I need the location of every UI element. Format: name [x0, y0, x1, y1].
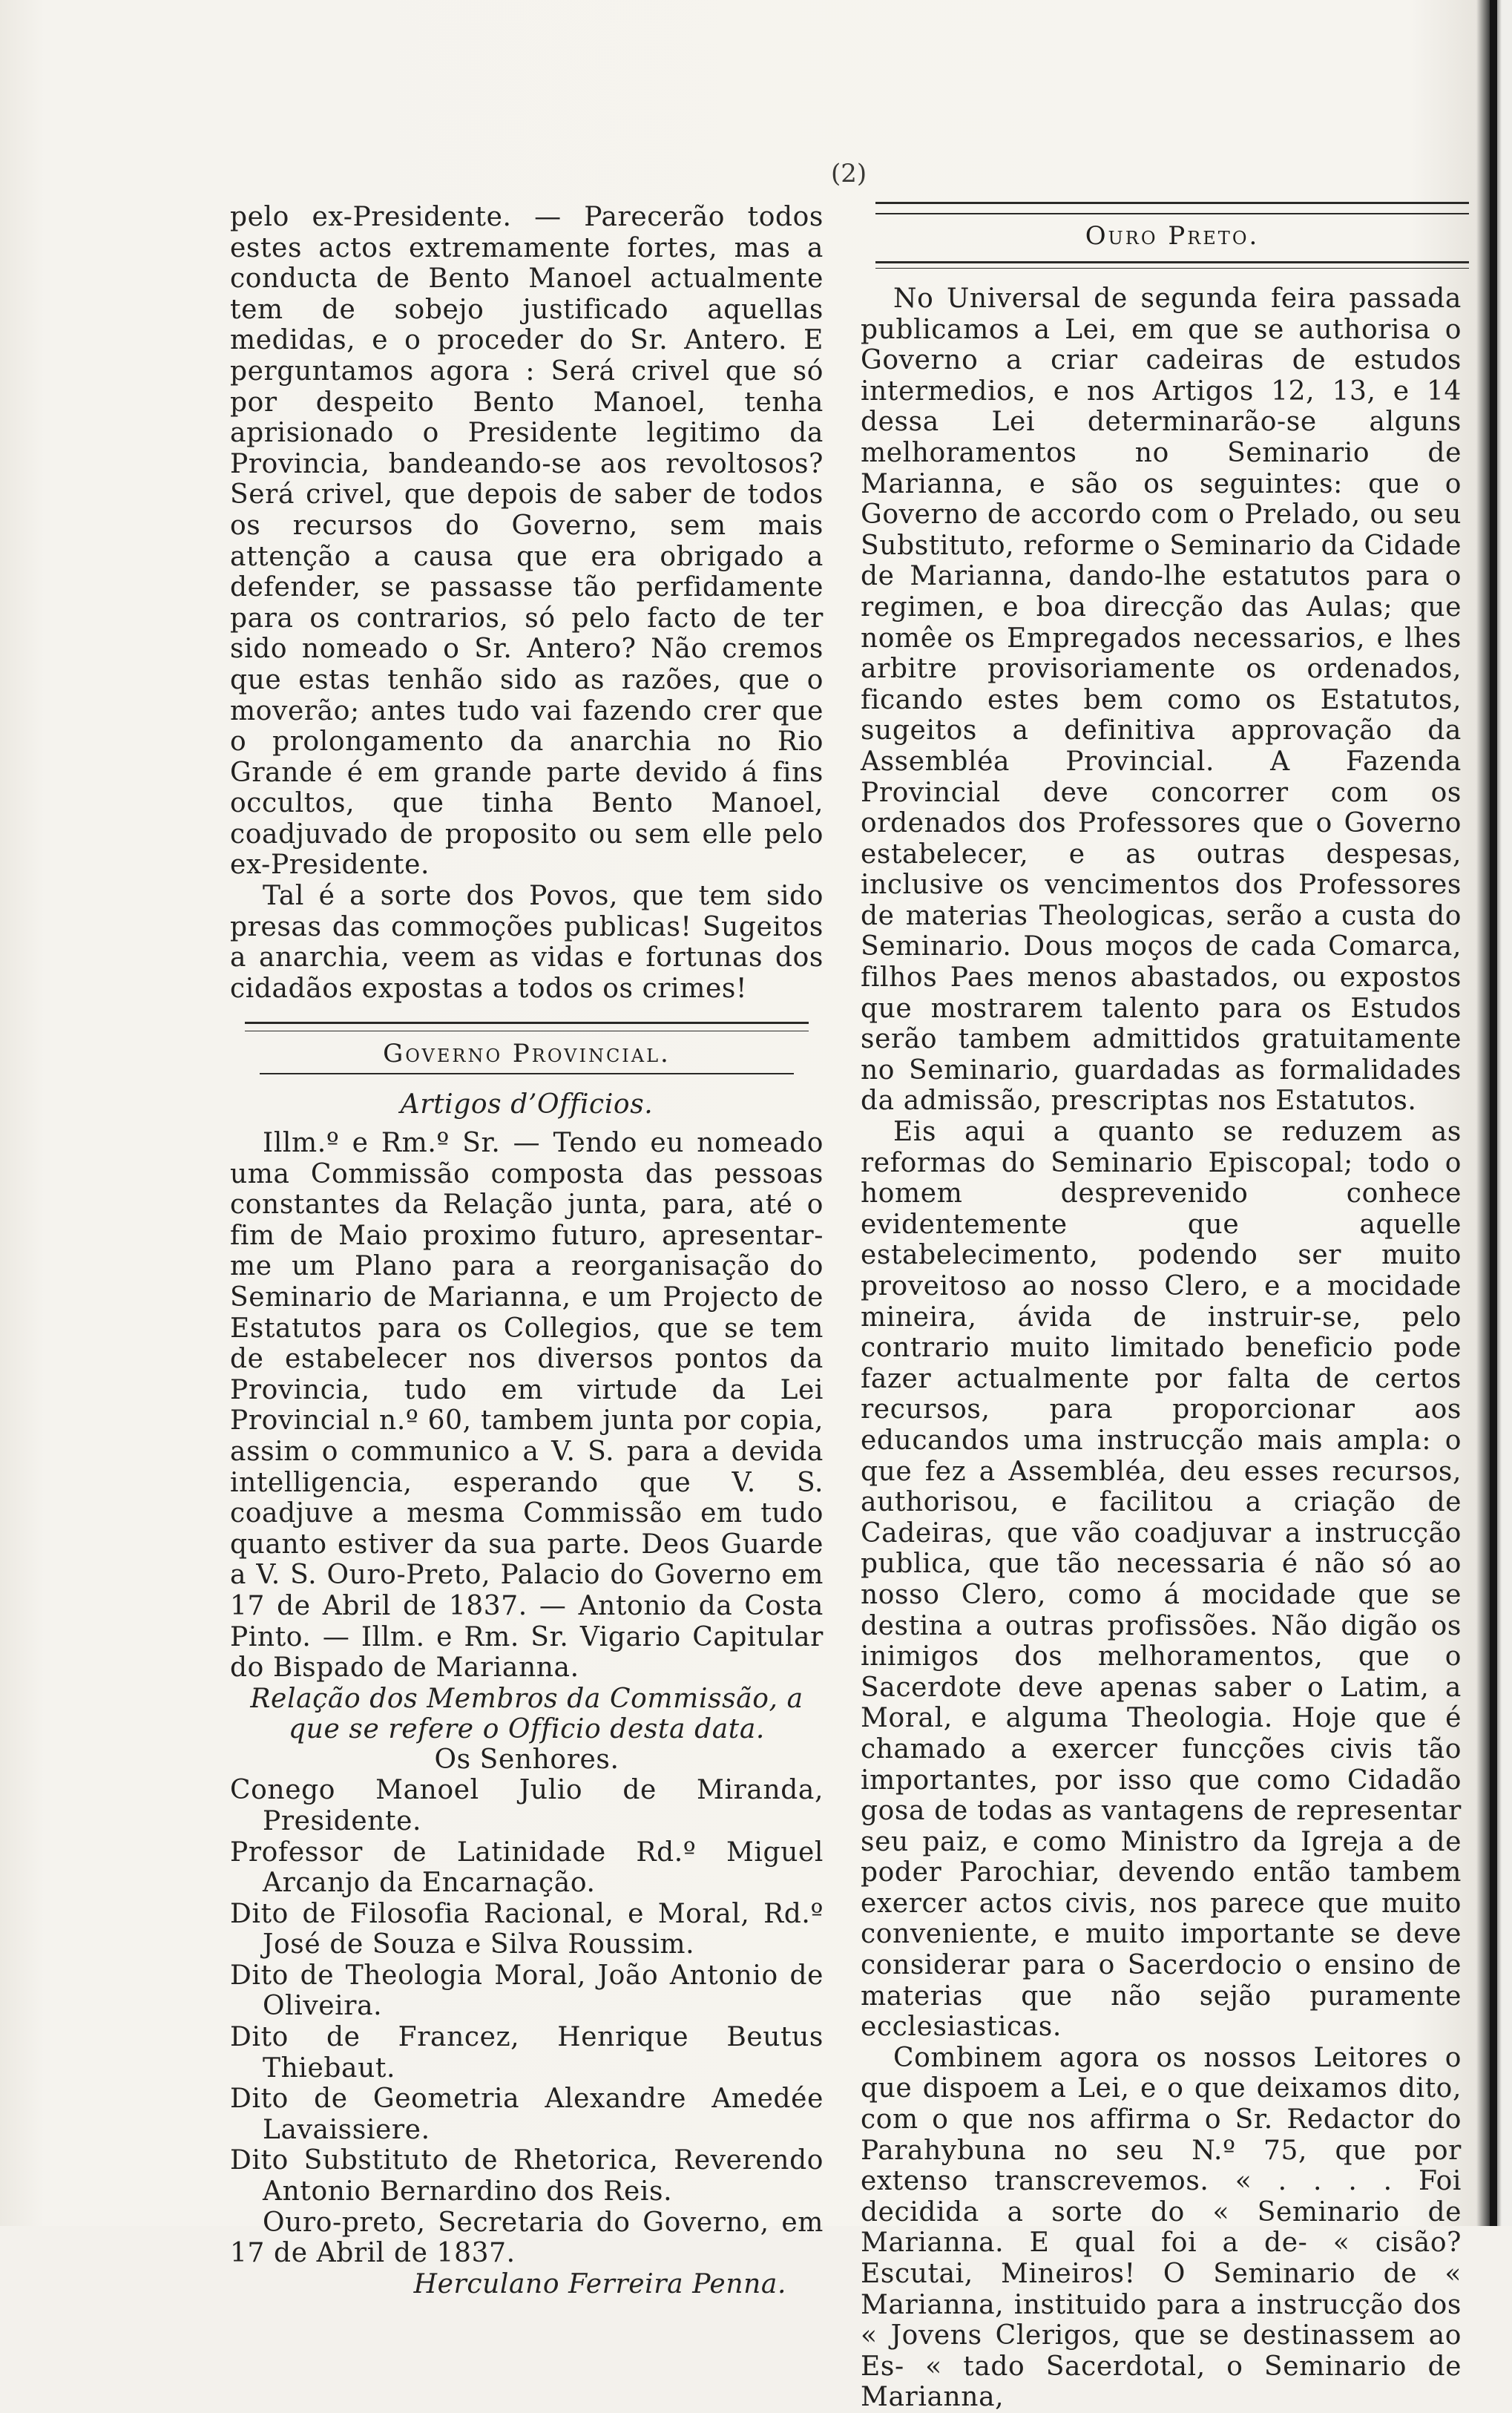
closing-line: Ouro-preto, Secretaria do Governo, em 17 de Abril de 1837. — [230, 2207, 824, 2269]
commission-list-title: Relação dos Membros da Commissão, a que se refere o Officio desta data. — [250, 1683, 803, 1744]
right-section-title: Ouro Preto. — [1085, 221, 1260, 251]
member-item: Dito de Theologia Moral, João Antonio de Oliveira. — [230, 1960, 824, 2022]
commission-list-intro: Os Senhores. — [434, 1744, 619, 1775]
official-letter: Illm.º e Rm.º Sr. — Tendo eu nomeado uma Commissão composta das pessoas constantes da Relação junta, para, até o fim de Maio proximo futuro, apresentar-me um Plano para a reorganisação do Seminario de Marianna, e um Projecto de Estatutos para os Collegios, que se tem de estabelecer nos diversos pontos da Provincia, tudo em virtude da Lei Provincial n.º 60, tambem junta por copia, assim o communico a V. S. para a devida intelligencia, esperando que V. S. coadjuve a mesma Commissão em tudo quanto estiver da sua parte. Deos Guarde a V. S. Ouro-Preto, Palacio do Governo em 17 de Abril de 1837. — Antonio da Costa Pinto. — Illm. e Rm. Sr. Vigario Capitular do Bispado de Marianna. — [230, 1128, 824, 1684]
member-item: Professor de Latinidade Rd.º Miguel Arcanjo da Encarnação. — [230, 1836, 824, 1899]
right-paragraph-1: No Universal de segunda feira passada publicamos a Lei, em que se authorisa o Governo a criar cadeiras de estudos intermedios, e nos Artigos 12, 13, e 14 dessa Lei determinarão-se alguns melhoramentos no Seminario de Marianna, e são os seguintes: que o Governo de accordo com o Prelado, ou seu Substituto, reforme o Seminario da Cidade de Marianna, dando-lhe estatutos para o regimen, e boa direcção das Aulas; que nomêe os Empregados necessarios, e lhes arbitre provisoriamente os ordenados, ficando estes bem como os Estatutos, sugeitos a definitiva approvação da Assembléa Provincial. A Fazenda Provincial deve concorrer com os ordenados dos Professores que o Governo estabelecer, e as outras despesas, inclusive os vencimentos dos Professores de materias Theologicas, serão a custa do Seminario. Dous moços de cada Comarca, filhos Paes menos abastados, ou expostos que mostrarem talento para os Estudos serão tambem admittidos gratuitamente no Seminario, guardadas as formalidades da admissão, prescriptas nos Estatutos. — [861, 283, 1462, 1117]
right-paragraph-2: Eis aqui a quanto se reduzem as reformas do Seminario Episcopal; todo o homem desprevenido conhece evidentemente que aquelle estabelecimento, podendo ser muito proveitoso ao nosso Clero, e a mocidade mineira, ávida de instruir-se, pelo contrario muito limitado beneficio pode fazer actualmente por falta de certos recursos, para proporcionar aos educandos uma instrucção mais ampla: o que fez a Assembléa, deu esses recursos, authorisou, e facilitou a criação de Cadeiras, que vão coadjuvar a instrucção publica, que tão necessaria é não só ao nosso Clero, como á mocidade que se destina a outras profissões. Não digão os inimigos dos melhoramentos, que o Sacerdote deve apenas saber o Latim, a Moral, e alguma Theologia. Hoje que é chamado a exercer funcções civis tão importantes, por isso que como Cidadão gosa de todas as vantagens de representar seu paiz, e como Ministro da Igreja a de poder Parochiar, devendo então tambem exercer actos civis, nos parece que muito conveniente, e muito importante se deve considerar para o Sacerdocio o ensino de materias que não sejão puramente ecclesiasticas. — [861, 1117, 1462, 2043]
member-item: Dito de Filosofia Racional, e Moral, Rd.º José de Souza e Silva Roussim. — [230, 1898, 824, 1960]
page-edge — [1490, 0, 1497, 2226]
commission-members — [230, 1775, 824, 2207]
left-paragraph-1: pelo ex-Presidente. — Parecerão todos estes actos extremamente fortes, mas a conducta de Bento Manoel actualmente tem de sobejo justificado aquellas medidas, e o proceder do Sr. Antero. E perguntamos agora : Será crivel que só por despeito Bento Manoel, tenha aprisionado o Presidente legitimo da Provincia, bandeando-se aos revoltosos? Será crivel, que depois de saber de todos os recursos do Governo, sem mais attenção a causa que era obrigado a defender, se passasse tão perfidamente para os contrarios, só pelo facto de ter sido nomeado o Sr. Antero? Não cremos que estas tenhão sido as razões, que o moverão; antes tudo vai fazendo crer que o prolongamento da anarchia no Rio Grande é em grande parte devido á fins occultos, que tinha Bento Manoel, coadjuvado de proposito ou sem elle pelo ex-Presidente. — [230, 202, 824, 881]
right-header-rule-bottom — [875, 261, 1469, 269]
right-header-rule-top — [875, 202, 1469, 214]
section-title: Governo Provincial. — [383, 1039, 671, 1069]
section-title-underline — [260, 1073, 794, 1074]
left-column — [230, 202, 824, 2299]
right-column — [861, 283, 1462, 2413]
signature: Herculano Ferreira Penna. — [413, 2268, 786, 2299]
member-item: Dito de Francez, Henrique Beutus Thiebaut. — [230, 2022, 824, 2084]
section-divider — [245, 1022, 809, 1031]
member-item: Dito de Geometria Alexandre Amedée Lavaissiere. — [230, 2084, 824, 2145]
page-number: (2) — [831, 159, 867, 188]
right-paragraph-3: Combinem agora os nossos Leitores o que dispoem a Lei, e o que deixamos dito, com o que nos affirma o Sr. Redactor do Parahybuna no seu N.º 75, que por extenso transcrevemos. « . . . . Foi decidida a sorte do « Seminario de Marianna. E qual foi a de- « cisão? Escutai, Mineiros! O Seminario de « Marianna, instituido para a instrucção dos « Jovens Clerigos, que se destinassem ao Es- « tado Sacerdotal, o Seminario de Marianna, — [861, 2042, 1462, 2413]
section-subtitle: Artigos d’Officios. — [400, 1089, 654, 1120]
member-item: Conego Manoel Julio de Miranda, Presidente. — [230, 1775, 824, 1836]
member-item: Dito Substituto de Rhetorica, Reverendo Antonio Bernardino dos Reis. — [230, 2145, 824, 2207]
left-paragraph-2: Tal é a sorte dos Povos, que tem sido presas das commoções publicas! Sugeitos a anarchia, veem as vidas e fortunas dos cidadãos expostas a todos os crimes! — [230, 881, 824, 1004]
